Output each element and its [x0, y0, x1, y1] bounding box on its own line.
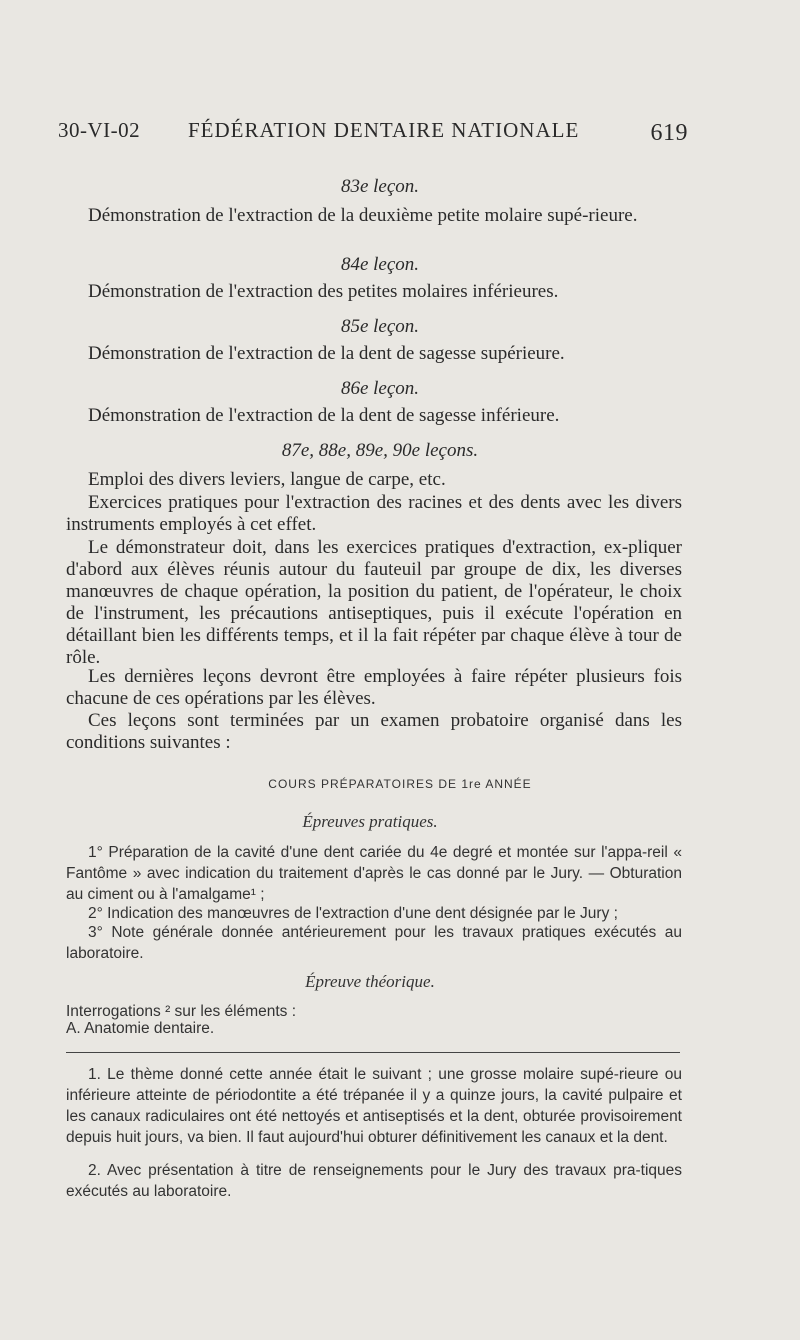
footnote: 2. Avec présentation à titre de renseignements pour le Jury des travaux pra-tiques exécutés au laboratoire. — [66, 1162, 682, 1200]
practical-item: 2° Indication des manœuvres de l'extraction d'une dent désignée par le Jury ; — [88, 905, 618, 922]
paragraph: Ces leçons sont terminées par un examen probatoire organisé dans les conditions suivantes : — [66, 710, 682, 753]
paragraph: Exercices pratiques pour l'extraction des racines et des dents avec les divers instruments employés à cet effet. — [66, 492, 682, 535]
practical-item: 1° Préparation de la cavité d'une dent cariée du 4e degré et montée sur l'appa-reil « Fantôme » avec indication du traitement d'après le cas donné par le Jury. — Obturation au ciment ou à l'amalgame¹ ; — [66, 844, 682, 903]
running-header — [58, 118, 688, 152]
paragraph: Les dernières leçons devront être employées à faire répéter plusieurs fois chacune de ces opérations par les élèves. — [66, 666, 682, 709]
section-title: COURS PRÉPARATOIRES DE 1re ANNÉE — [268, 777, 532, 791]
theory-line: A. Anatomie dentaire. — [66, 1020, 215, 1037]
lesson-heading: 83e leçon. — [340, 176, 420, 197]
header-title: FÉDÉRATION DENTAIRE NATIONALE — [188, 118, 580, 142]
lesson-heading: 87e, 88e, 89e, 90e leçons. — [281, 440, 479, 461]
practical-title: Épreuves pratiques. — [302, 812, 438, 831]
lesson-text: Démonstration de l'extraction des petites molaires inférieures. — [88, 281, 559, 302]
paragraph: Le démonstrateur doit, dans les exercices pratiques d'extraction, ex-pliquer d'abord aux élèves réunis autour du fauteuil par groupe de dix, les diverses manœuvres de chaque opération, la position du patient, de l'opérateur, le choix de l'instrument, les précautions antiseptiques, puis il exécute l'opération en détaillant bien les différents temps, et il la fait répéter par chaque élève à tour de rôle. — [66, 537, 682, 668]
lesson-text: Démonstration de l'extraction de la deuxième petite molaire supé-rieure. — [88, 205, 638, 226]
header-date: 30-VI-02 — [58, 118, 141, 142]
lesson-heading: 85e leçon. — [340, 316, 420, 337]
theory-line: Interrogations ² sur les éléments : — [66, 1003, 297, 1020]
lesson-heading: 86e leçon. — [340, 378, 420, 399]
lesson-text: Démonstration de l'extraction de la dent de sagesse inférieure. — [88, 405, 560, 426]
page-number: 619 — [650, 120, 688, 146]
lesson-text: Emploi des divers leviers, langue de carpe, etc. — [88, 469, 446, 490]
theory-title: Épreuve théorique. — [305, 972, 435, 991]
footnote: 1. Le thème donné cette année était le suivant ; une grosse molaire supé-rieure ou inférieure atteinte de périodontite a été trépanée il y a quinze jours, la cavité pulpaire et les canaux radiculaires ont été nettoyés et antiseptisés et la dent, obturée provisoirement depuis huit jours, va bien. Il faut aujourd'hui obturer définitivement les canaux et la dent. — [66, 1066, 682, 1146]
lesson-heading: 84e leçon. — [340, 254, 420, 275]
lesson-text: Démonstration de l'extraction de la dent de sagesse supérieure. — [88, 343, 565, 364]
practical-item: 3° Note générale donnée antérieurement pour les travaux pratiques exécutés au laboratoire. — [66, 924, 682, 962]
footnote-rule — [66, 1052, 680, 1053]
